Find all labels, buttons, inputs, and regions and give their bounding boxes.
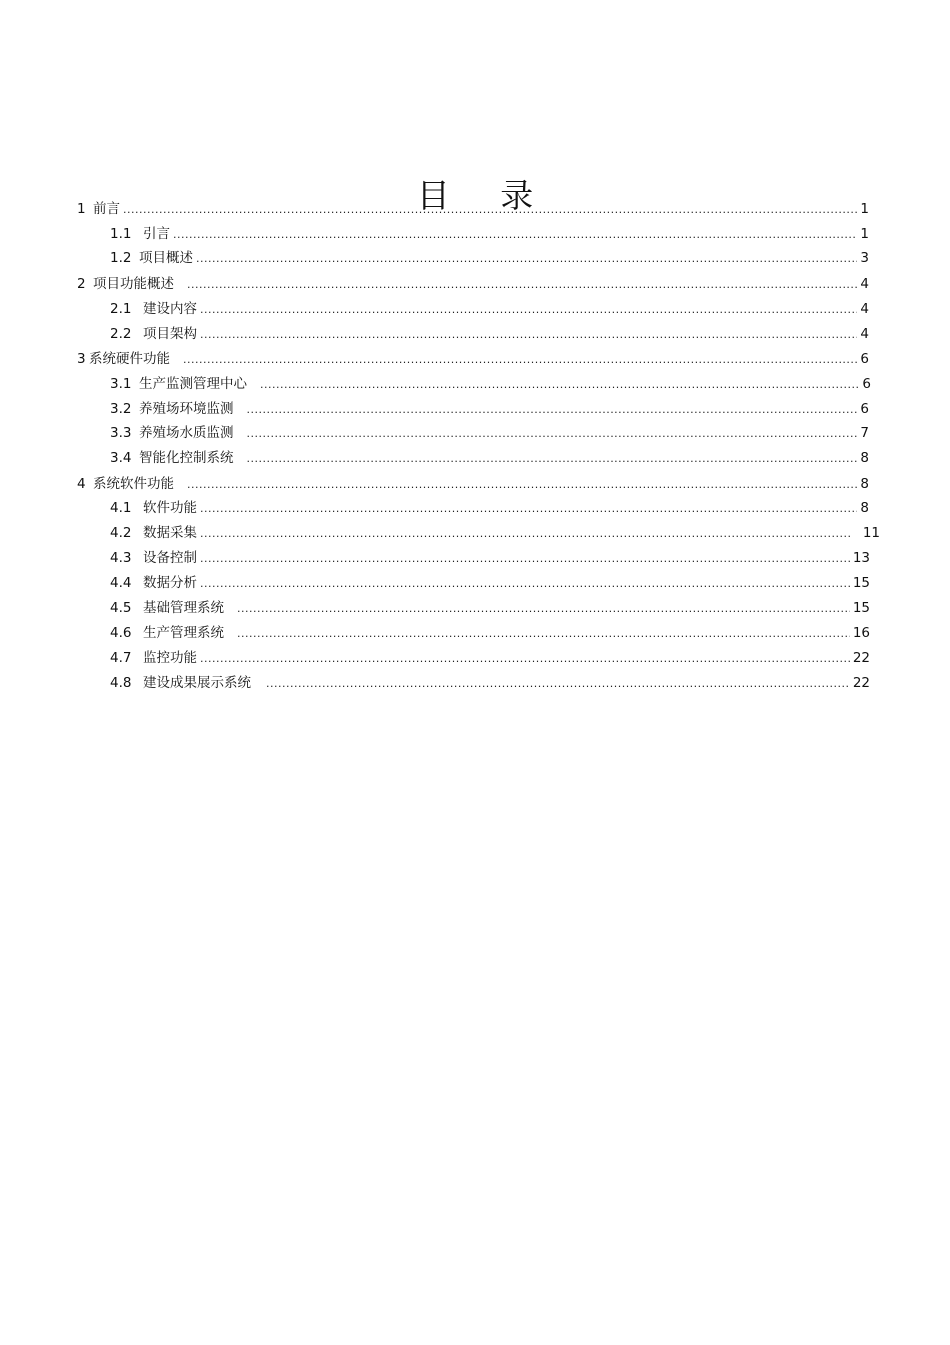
toc-entry[interactable]: [77, 349, 869, 369]
toc-leader-dots: [266, 674, 850, 694]
toc-entry-title: 生产管理系统: [143, 625, 224, 641]
toc-entry-page: 3: [860, 250, 869, 266]
toc-leader-dots: [200, 524, 851, 544]
toc-entry-number: 4: [77, 476, 86, 492]
toc-leader-dots: [187, 275, 857, 295]
toc-leader-dots: [200, 325, 857, 345]
toc-leader-dots: [173, 225, 857, 245]
toc-leader-dots: [200, 499, 857, 519]
toc-entry-title: 系统软件功能: [93, 476, 174, 492]
toc-entry-number: 3.2: [110, 401, 132, 417]
toc-entry[interactable]: [110, 299, 869, 319]
toc-entry-page: 4: [860, 276, 869, 292]
toc-entry[interactable]: [110, 498, 869, 518]
toc-entry[interactable]: [110, 324, 869, 344]
toc-leader-dots: [260, 375, 859, 395]
toc-entry-number: 2.1: [110, 301, 132, 317]
toc-entry-page: 1: [860, 201, 869, 217]
toc-entry[interactable]: [110, 573, 870, 593]
toc-entry-page: 1: [860, 226, 869, 242]
toc-entry-page: 8: [860, 500, 869, 516]
toc-entry-number: 4.1: [110, 500, 132, 516]
toc-leader-dots: [247, 449, 858, 469]
toc-entry-title: 生产监测管理中心: [139, 376, 247, 392]
toc-entry-page: 22: [852, 650, 870, 666]
toc-entry[interactable]: [110, 374, 871, 394]
toc-entry-title: 项目架构: [143, 326, 197, 342]
toc-entry[interactable]: [110, 623, 870, 643]
toc-entry-page: 8: [860, 476, 869, 492]
toc-entry-title: 养殖场水质监测: [139, 425, 234, 441]
toc-entry-title: 监控功能: [143, 650, 197, 666]
toc-leader-dots: [247, 424, 858, 444]
toc-entry-number: 4.4: [110, 575, 132, 591]
toc-entry[interactable]: [110, 648, 870, 668]
toc-entry[interactable]: [77, 199, 869, 219]
toc-title: 目 录: [416, 176, 554, 216]
toc-entry-title: 数据采集: [143, 525, 197, 541]
toc-entry-number: 1.2: [110, 250, 132, 266]
toc-entry-title: 软件功能: [143, 500, 197, 516]
toc-entry-page: 7: [860, 425, 869, 441]
toc-entry-title: 设备控制: [143, 550, 197, 566]
toc-entry-title: 前言: [93, 201, 120, 217]
toc-entry-number: 3.1: [110, 376, 132, 392]
toc-entry[interactable]: [110, 224, 869, 244]
toc-entry[interactable]: [110, 423, 869, 443]
toc-entry-page: 8: [860, 450, 869, 466]
toc-entry-page: 16: [852, 625, 870, 641]
toc-leader-dots: [123, 200, 857, 220]
toc-entry-page: 15: [852, 600, 870, 616]
toc-entry-number: 4.6: [110, 625, 132, 641]
toc-entry[interactable]: [110, 548, 870, 568]
toc-entry-page: 6: [862, 376, 871, 392]
toc-entry-page: 4: [860, 326, 869, 342]
toc-entry-page: 15: [852, 575, 870, 591]
toc-leader-dots: [200, 649, 850, 669]
toc-leader-dots: [237, 624, 850, 644]
toc-entry-number: 3.3: [110, 425, 132, 441]
toc-entry-number: 1.1: [110, 226, 132, 242]
toc-entry[interactable]: [110, 399, 869, 419]
toc-entry-number: 3: [77, 351, 86, 367]
toc-entry-number: 2.2: [110, 326, 132, 342]
toc-entry-title: 项目功能概述: [93, 276, 174, 292]
toc-entry-title: 系统硬件功能: [89, 351, 170, 367]
toc-entry-page: 4: [860, 301, 869, 317]
toc-entry-page: 6: [860, 401, 869, 417]
toc-entry-number: 4.8: [110, 675, 132, 691]
toc-entry-title: 基础管理系统: [143, 600, 224, 616]
toc-entry-title: 项目概述: [139, 250, 193, 266]
toc-entry-number: 4.7: [110, 650, 132, 666]
toc-entry[interactable]: [110, 523, 880, 543]
toc-leader-dots: [187, 475, 857, 495]
toc-entry[interactable]: [77, 474, 869, 494]
toc-entry-title: 建设内容: [143, 301, 197, 317]
toc-leader-dots: [200, 574, 850, 594]
toc-entry-number: 3.4: [110, 450, 132, 466]
toc-leader-dots: [183, 350, 857, 370]
toc-entry-number: 4.2: [110, 525, 132, 541]
toc-entry-number: 4.3: [110, 550, 132, 566]
toc-entry-number: 2: [77, 276, 86, 292]
toc-entry[interactable]: [110, 248, 869, 268]
toc-leader-dots: [247, 400, 858, 420]
toc-leader-dots: [196, 249, 857, 269]
toc-entry[interactable]: [110, 448, 869, 468]
toc-entry-title: 数据分析: [143, 575, 197, 591]
toc-entry-page: 11: [862, 525, 880, 541]
toc-entry[interactable]: [110, 598, 870, 618]
toc-leader-dots: [237, 599, 850, 619]
toc-entry-title: 引言: [143, 226, 170, 242]
toc-leader-dots: [200, 549, 850, 569]
toc-entry-title: 养殖场环境监测: [139, 401, 234, 417]
toc-entry-title: 智能化控制系统: [139, 450, 234, 466]
toc-entry[interactable]: [110, 673, 870, 693]
toc-leader-dots: [200, 300, 857, 320]
toc-entry[interactable]: [77, 274, 869, 294]
toc-entry-number: 4.5: [110, 600, 132, 616]
toc-entry-number: 1: [77, 201, 86, 217]
toc-entry-page: 6: [860, 351, 869, 367]
toc-entry-page: 22: [852, 675, 870, 691]
toc-entry-page: 13: [852, 550, 870, 566]
toc-entry-title: 建设成果展示系统: [143, 675, 251, 691]
